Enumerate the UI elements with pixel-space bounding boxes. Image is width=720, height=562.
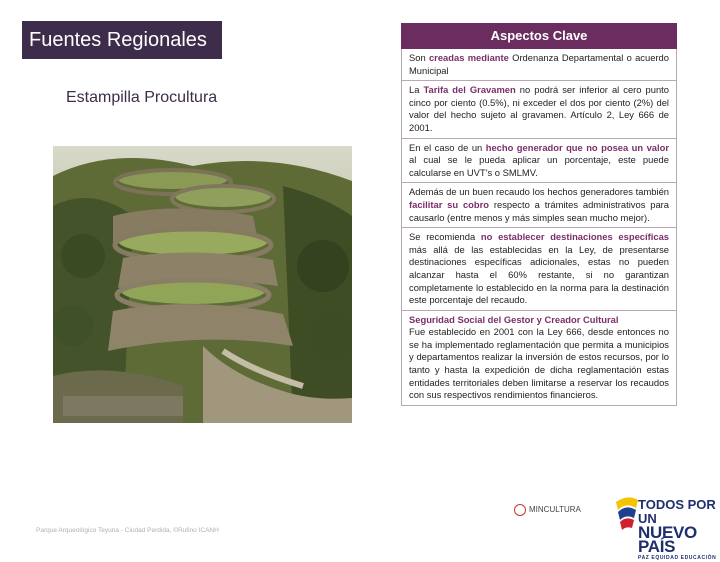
key-aspects-panel (401, 23, 677, 406)
aspect-block-6: Seguridad Social del Gestor y Creador Cultural Fue establecido en 2001 con la Ley 666, desde entonces no se ha implementado reglamentación que permita a municipios y departamentos realizar la inversión de estos recursos, por lo tanto y hasta la expedición de dicha reglamentación estas entidades territoriales deben limitarse a reservar los recaudos con sus respectivos rendimientos financieros. (401, 311, 677, 406)
aspect-block-5: Se recomienda no establecer destinaciones específicas más allá de las establecidas en la Ley, de presentarse destinaciones específicas adicionales, estas no pueden alcanzar hasta el 60% restante, si no garantizan completamente lo establecido en la norma para la destinación este porcentaje del recaudo. (401, 228, 677, 311)
mincultura-logo: MINCULTURA (514, 504, 581, 516)
archaeological-park-photo (53, 146, 352, 423)
section-subtitle: Estampilla Procultura (66, 89, 218, 106)
todos-por-un-nuevo-pais-logo: TODOS POR UN NUEVO PAÍS PAZ EQUIDAD EDUCACIÓN (612, 486, 720, 538)
aspect-block-3: En el caso de un hecho generador que no posea un valor al cual se le pueda aplicar un porcentaje, este puede calcularse en UVT’s o SMLMV. (401, 139, 677, 184)
aspect-block-1: Son creadas mediante Ordenanza Departamental o acuerdo Municipal (401, 49, 677, 81)
mincultura-emblem-icon (514, 504, 526, 516)
photo-caption: Parque Arqueológico Teyuna - Ciudad Perdida, ©Rufino ICANH (36, 527, 219, 534)
aspect-block-4: Además de un buen recaudo los hechos generadores también facilitar su cobro respecto a trámites administrativos para causarlo (entre menos y más simples sean mucho mejor). (401, 183, 677, 228)
footer-logos (508, 484, 720, 561)
panel-header: Aspectos Clave (401, 23, 677, 49)
colombia-flag-icon (614, 494, 640, 534)
page-title: Fuentes Regionales (22, 21, 222, 59)
aspect-block-2: La Tarifa del Gravamen no podrá ser inferior al cero punto cinco por ciento (0.5%), ni exceder el dos por ciento (2%) del valor del hecho sujeto al gravamen. Artículo 2, Ley 666 de 2001. (401, 81, 677, 138)
